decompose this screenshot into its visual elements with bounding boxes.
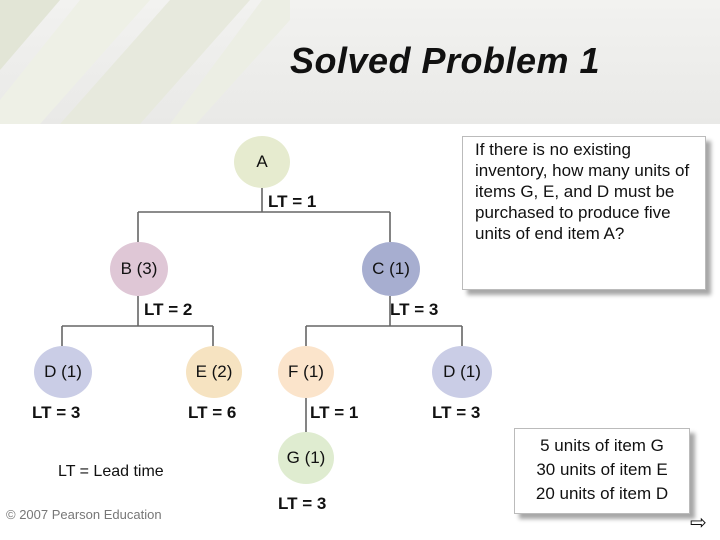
node-f-label: F (1): [288, 362, 324, 381]
node-d-left: [34, 346, 92, 398]
node-b: [110, 242, 168, 296]
lead-time-f: LT = 1: [310, 403, 359, 422]
copyright: © 2007 Pearson Education: [6, 507, 162, 522]
next-arrow-icon[interactable]: ⇨: [690, 512, 707, 534]
lead-time-b: LT = 2: [144, 300, 193, 319]
node-a-label: A: [256, 152, 268, 171]
node-f: [278, 346, 334, 398]
node-e-label: E (2): [195, 362, 233, 381]
node-c: [362, 242, 420, 296]
question-box: If there is no existing inventory, how many units of items G, E, and D must be purchased to produce five units of end item A?: [462, 136, 706, 290]
lead-time-a: LT = 1: [268, 192, 317, 211]
node-c-label: C (1): [372, 259, 410, 278]
answer-line-e: 30 units of item E: [536, 460, 668, 479]
node-e: [186, 346, 242, 398]
lead-time-c: LT = 3: [390, 300, 439, 319]
node-b-label: B (3): [120, 259, 158, 278]
answer-line-d: 20 units of item D: [535, 484, 669, 503]
node-a: [234, 136, 290, 188]
answer-line-g: 5 units of item G: [540, 436, 664, 455]
node-d-left-label: D (1): [44, 362, 82, 381]
lead-time-g: LT = 3: [278, 494, 327, 513]
answer-box: [514, 428, 690, 514]
lead-time-legend: LT = Lead time: [58, 463, 164, 480]
node-g-label: G (1): [286, 448, 326, 467]
node-d-right: [432, 346, 492, 398]
slide-title: Solved Problem 1: [289, 40, 601, 81]
lead-time-d-right: LT = 3: [432, 403, 481, 422]
lead-time-e: LT = 6: [188, 403, 237, 422]
lead-time-d-left: LT = 3: [32, 403, 81, 422]
node-d-right-label: D (1): [443, 362, 481, 381]
node-g: [278, 432, 334, 484]
